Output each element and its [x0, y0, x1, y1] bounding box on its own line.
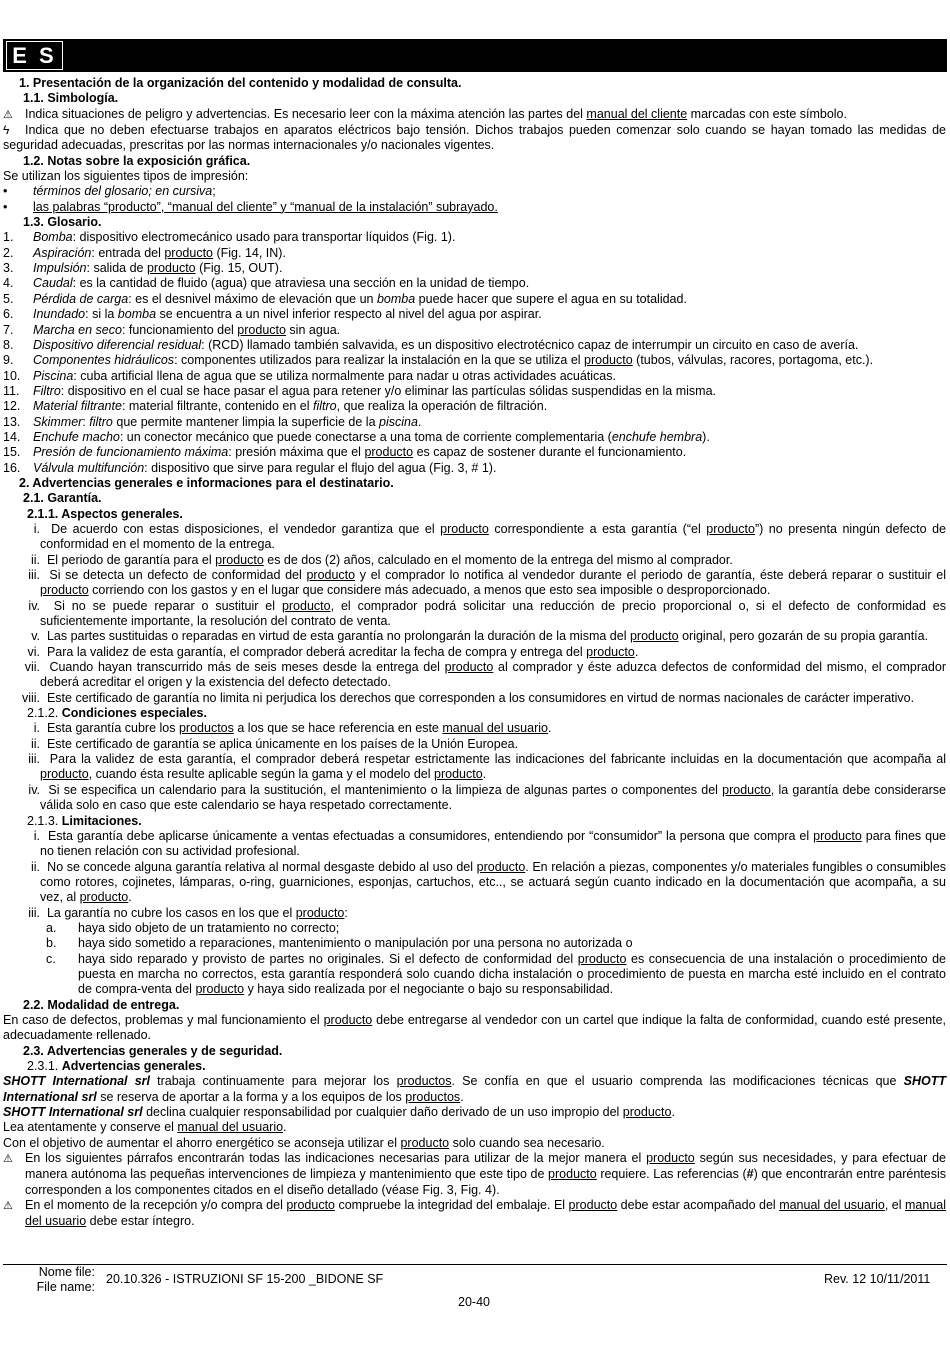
- footer-revision: Rev. 12 10/11/2011: [824, 1272, 931, 1286]
- item-text: Cuando hayan transcurrido más de seis meses desde la entrega del: [49, 660, 445, 675]
- footer-divider: [3, 1264, 947, 1265]
- item-number: viii.: [21, 690, 40, 705]
- section-heading-2-3-1: 2.3.1. Advertencias generales.: [27, 1059, 206, 1073]
- glossary-text: : es la cantidad de fluido (agua) que atraviesa una sección en la unidad de tiempo.: [72, 276, 530, 291]
- aspectos-item: [3, 645, 946, 660]
- glossary-product: producto: [584, 353, 633, 368]
- glossary-text: (tubos, válvulas, racores, portagoma, etc.).: [632, 353, 874, 368]
- item-text: a los que se hace referencia en este: [233, 721, 443, 736]
- glossary-number: 13.: [3, 414, 21, 429]
- item-text: , cuando ésta resulte aplicable según la gama y el modelo del: [88, 767, 435, 782]
- paragraph-read-manual: Lea atentamente y conserve el manual del usuario.: [3, 1120, 287, 1135]
- section-heading-1-2: 1.2. Notas sobre la exposición gráfica.: [23, 153, 251, 168]
- glossary-term-ref: bomba: [117, 307, 157, 322]
- paragraph-energy-saving: Con el objetivo de aumentar el ahorro energético se aconseja utilizar el producto solo cuando sea necesario.: [3, 1135, 605, 1150]
- section-heading-2-1-3: 2.1.3. Limitaciones.: [27, 813, 142, 828]
- item-text: corriendo con los gastos y en el lugar que considere más adecuado, a menos que esto sea imposible o desproporcionado.: [88, 583, 771, 598]
- glossary-term: Aspiración: [33, 245, 92, 260]
- bullet-icon: •: [3, 184, 8, 199]
- glossary-number: 11.: [3, 383, 20, 398]
- section-heading-1-1: 1.1. Simbología.: [23, 91, 119, 106]
- item-text: haya sido sometido a reparaciones, mantenimiento o manipulación por una persona no autorizada o: [78, 936, 633, 951]
- aspectos-list: [3, 522, 946, 706]
- aspectos-item: [3, 660, 946, 691]
- item-text: Esta garantía cubre los: [46, 721, 179, 736]
- glossary-text: : es el desnivel máximo de elevación que un: [128, 291, 377, 306]
- glossary-term: Filtro: [33, 383, 61, 398]
- warning-note-2: ⚠ En los siguientes párrafos encontrarán todas las indicaciones necesarias para utilizar de la mejor manera el producto según sus necesidades, y para efectuar de manera autónoma las pequeñas intervenciones de limpieza y mantenimiento que este tipo de producto requiere. Las referencias (#) que encontrarán entre paréntesis corresponden a los componentes citados en el diseño detallado (véase Fig. 3, Fig. 4).: [3, 1151, 946, 1197]
- product-ref: producto: [40, 583, 89, 598]
- product-ref: manual del usuario: [442, 721, 548, 736]
- item-text: haya sido objeto de un tratamiento no correcto;: [78, 920, 340, 935]
- aspectos-item: [3, 522, 946, 553]
- item-text: , la garantía debe considerarse válida solo en caso que este calendario se haya respetado correctamente.: [40, 782, 946, 813]
- item-text: original, pero gozarán de su propia garantía.: [678, 629, 929, 644]
- product-ref: producto: [722, 782, 771, 797]
- glossary-text: : dispositivo en el cual se hace pasar el agua para retener y/o eliminar las partículas sólidas suspendidas en la misma.: [60, 383, 716, 398]
- glossary-number: 14.: [3, 429, 21, 444]
- product-ref: producto: [295, 905, 345, 920]
- glossary-item: [3, 384, 946, 399]
- item-number: v.: [31, 629, 40, 644]
- bullet-item: • términos del glosario; en cursiva;: [3, 184, 216, 199]
- item-text: y el comprador lo notifica al vendedor durante el periodo de garantía, éste deberá reparar o sustituir el: [355, 568, 946, 582]
- footer-file-label: Nome file: File name:: [36, 1265, 95, 1294]
- glossary-text: .: [417, 414, 422, 429]
- glossary-product: producto: [364, 445, 414, 460]
- product-ref: producto: [215, 552, 264, 567]
- item-number: iii.: [28, 905, 40, 920]
- section-heading-2-1-1: 2.1.1. Aspectos generales.: [27, 506, 183, 521]
- section-heading-1: 1. Presentación de la organización del contenido y modalidad de consulta.: [19, 76, 462, 90]
- glossary-text: es capaz de sostener durante el funcionamiento.: [413, 445, 687, 460]
- item-number: iii.: [28, 568, 40, 582]
- glossary-term-ref: bomba: [376, 291, 416, 306]
- item-number: vii.: [24, 660, 40, 675]
- aspectos-item: [3, 553, 946, 568]
- item-text: .: [128, 890, 132, 905]
- item-text: Si se especifica un calendario para la sustitución, el mantenimiento o la limpieza de algunas partes o componentes del: [48, 782, 723, 797]
- item-number: iv.: [28, 598, 40, 613]
- glossary-item: [3, 430, 946, 445]
- item-text: Si no se puede reparar o sustituir el: [53, 598, 282, 613]
- condiciones-item: [3, 752, 946, 783]
- language-header-bar: [3, 39, 947, 72]
- language-tag: E S: [6, 41, 63, 70]
- subitem-letter: a.: [46, 920, 57, 935]
- glossary-text: que permite mantener limpia la superficie de la: [112, 414, 379, 429]
- glossary-number: 3.: [3, 261, 14, 276]
- glossary-number: 1.: [3, 230, 14, 245]
- glossary-text: : funcionamiento del: [121, 322, 238, 337]
- product-ref: producto: [79, 890, 129, 905]
- lightning-bolt-icon: ϟ: [3, 123, 10, 138]
- glossary-item: [3, 292, 946, 307]
- item-text: Si se detecta un defecto de conformidad del: [49, 568, 307, 582]
- item-text: El periodo de garantía para el: [46, 552, 216, 567]
- glossary-product: producto: [237, 322, 286, 337]
- product-ref: producto: [440, 521, 489, 536]
- glossary-list: [3, 230, 946, 476]
- glossary-item: [3, 276, 946, 291]
- section-heading-2: 2. Advertencias generales e informaciones para el destinatario.: [19, 475, 394, 490]
- condiciones-list: [3, 721, 946, 813]
- glossary-term: Caudal: [33, 276, 73, 291]
- product-ref: producto: [444, 660, 494, 675]
- glossary-number: 6.: [3, 307, 14, 322]
- item-text: para fines que no tienen relación con su actividad profesional.: [40, 828, 947, 859]
- item-text: No se concede alguna garantía relativa al normal desgaste debido al uso del: [47, 859, 477, 874]
- limitaciones-item: [3, 906, 946, 921]
- item-number: i.: [33, 721, 40, 736]
- item-text: Este certificado de garantía se aplica únicamente en los países de la Unión Europea.: [46, 736, 519, 751]
- product-ref: producto: [629, 629, 679, 644]
- glossary-text: (Fig. 14, IN).: [213, 245, 286, 260]
- section-heading-2-1-2: 2.1.2. Condiciones especiales.: [27, 706, 207, 721]
- glossary-text: : material filtrante, contenido en el: [121, 399, 314, 414]
- glossary-item: [3, 353, 946, 368]
- bullet-item: • las palabras “producto”, “manual del cliente” y “manual de la instalación” subrayado.: [3, 199, 498, 214]
- glossary-text: ).: [702, 429, 710, 444]
- product-ref: productos: [178, 721, 234, 736]
- paragraph-print-types: Se utilizan los siguientes tipos de impresión:: [3, 169, 249, 184]
- glossary-term: Presión de funcionamiento máxima: [33, 445, 229, 460]
- glossary-number: 12.: [3, 399, 21, 414]
- warning-note-1: ⚠ Indica situaciones de peligro y advertencias. Es necesario leer con la máxima atención las partes del manual del cliente marcadas con este símbolo.: [3, 107, 946, 123]
- glossary-number: 9.: [3, 353, 14, 368]
- glossary-number: 16.: [3, 460, 21, 475]
- product-ref: producto: [40, 767, 89, 782]
- limitaciones-sublist: [3, 921, 946, 998]
- product-ref: producto: [577, 951, 627, 966]
- item-text: correspondiente a esta garantía (“el: [488, 521, 707, 536]
- glossary-text: : componentes utilizados para realizar la instalación en la que se utiliza el: [174, 353, 585, 368]
- paragraph-company-improvements: SHOTT International srl trabaja continuamente para mejorar los productos. Se confía en que el usuario comprenda las modificaciones técnicas que SHOTT International srl se reserva de aportar a la forma y a los equipos de los productos.: [3, 1074, 946, 1104]
- section-heading-2-1: 2.1. Garantía.: [23, 491, 102, 506]
- item-text: , el comprador podrá solicitar una reducción de precio proporcional o, si el defecto de conformidad es suficientemente importante, la resolución del contrato de venta.: [40, 598, 946, 629]
- bullet-icon: •: [3, 199, 8, 214]
- aspectos-item: [3, 599, 946, 630]
- glossary-number: 2.: [3, 245, 14, 260]
- glossary-number: 4.: [3, 276, 14, 291]
- limitaciones-subitem: [3, 952, 946, 998]
- section-heading-1-3: 1.3. Glosario.: [23, 215, 102, 230]
- warning-triangle-icon: ⚠: [3, 108, 13, 121]
- item-text: haya sido reparado y provisto de partes no originales. Si el defecto de conformidad del: [78, 951, 578, 966]
- glossary-number: 7.: [3, 322, 14, 337]
- item-text: Las partes sustituidas o reparadas en virtud de esta garantía no prolongarán la duración de la misma del: [46, 629, 630, 644]
- glossary-number: 15.: [3, 445, 21, 460]
- glossary-text: :: [82, 414, 90, 429]
- subitem-letter: b.: [46, 936, 57, 951]
- glossary-text: , que realiza la operación de filtración.: [336, 399, 548, 414]
- glossary-item: [3, 246, 946, 261]
- glossary-item: [3, 369, 946, 384]
- glossary-item: [3, 338, 946, 353]
- limitaciones-item: [3, 829, 946, 860]
- glossary-number: 8.: [3, 337, 14, 352]
- condiciones-item: [3, 721, 946, 736]
- item-number: ii.: [30, 552, 40, 567]
- section-heading-2-2: 2.2. Modalidad de entrega.: [23, 997, 180, 1012]
- glossary-term: Skimmer: [33, 414, 83, 429]
- product-ref: producto: [434, 767, 483, 782]
- item-text: .: [547, 721, 552, 736]
- glossary-product: producto: [164, 245, 213, 260]
- item-text: Para la validez de esta garantía, el comprador deberá acreditar la fecha de compra y entrega del: [46, 644, 587, 659]
- condiciones-item: [3, 737, 946, 752]
- product-ref: producto: [306, 568, 356, 582]
- item-text: . En relación a piezas, componentes y/o materiales fungibles o consumibles como rotores, cojinetes, lámparas, o-ring, guarniciones, esponjas, cartuchos, etc.., se actuará según cuanto indicado en la documentación que acompaña, a su vez, al: [40, 859, 947, 905]
- paragraph-delivery: En caso de defectos, problemas y mal funcionamiento el producto debe entregarse al vendedor con un cartel que indique la falta de conformidad, cuando esté presente, adecuadamente rellenado.: [3, 1012, 946, 1043]
- item-number: ii.: [30, 859, 40, 874]
- glossary-text: : presión máxima que el: [228, 445, 365, 460]
- item-text: De acuerdo con estas disposiciones, el vendedor garantiza que el: [51, 521, 441, 536]
- glossary-term-ref: filtro: [313, 399, 337, 414]
- page-number: 20-40: [458, 1295, 490, 1309]
- product-ref: producto: [813, 828, 862, 843]
- glossary-term: Bomba: [33, 230, 73, 245]
- condiciones-item: [3, 783, 946, 814]
- glossary-term-ref: enchufe hembra: [611, 429, 703, 444]
- glossary-text: sin agua.: [285, 322, 341, 337]
- glossary-text: puede hacer que supere el agua en su totalidad.: [415, 291, 687, 306]
- product-ref: producto: [706, 521, 755, 536]
- warning-triangle-icon: ⚠: [3, 1200, 13, 1213]
- aspectos-item: [3, 691, 946, 706]
- glossary-term: Material filtrante: [33, 399, 122, 414]
- glossary-item: [3, 415, 946, 430]
- glossary-term: Marcha en seco: [33, 322, 122, 337]
- glossary-text: : dispositivo que sirve para regular el flujo del agua (Fig. 3, # 1).: [144, 460, 497, 475]
- glossary-term-ref: piscina: [379, 414, 418, 429]
- product-ref: producto: [586, 644, 635, 659]
- document-body: [3, 76, 946, 1230]
- glossary-term: Impulsión: [33, 261, 87, 276]
- warning-note-3: ⚠ En el momento de la recepción y/o compra del producto compruebe la integridad del embalaje. El producto debe estar acompañado del manual del usuario, el manual del usuario debe estar íntegro.: [3, 1198, 947, 1229]
- subitem-letter: c.: [46, 951, 56, 966]
- item-number: i.: [33, 521, 40, 536]
- glossary-number: 5.: [3, 291, 14, 306]
- item-text: Esta garantía debe aplicarse únicamente a ventas efectuadas a consumidores, entendiendo por “consumidor” la persona que compra el: [47, 828, 814, 843]
- warning-triangle-icon: ⚠: [3, 1153, 13, 1166]
- glossary-item: [3, 230, 946, 245]
- item-text: La garantía no cubre los casos en los que el: [46, 905, 296, 920]
- glossary-term: Enchufe macho: [33, 429, 120, 444]
- glossary-text: : cuba artificial llena de agua que se utiliza normalmente para nadar u otras actividades acuáticas.: [73, 368, 616, 383]
- glossary-item: [3, 399, 946, 414]
- glossary-text: : entrada del: [91, 245, 165, 260]
- aspectos-item: [3, 629, 946, 644]
- item-number: iv.: [28, 782, 40, 797]
- glossary-term: Pérdida de carga: [33, 291, 129, 306]
- paragraph-company-liability: SHOTT International srl declina cualquier responsabilidad por cualquier daño derivado de un uso impropio del producto.: [3, 1105, 675, 1120]
- item-text: es consecuencia de una instalación o procedimiento de puesta en marcha no correctos, esta garantía responderá solo cuando dicha instalación o procedimiento de puesta en marcha esté incluido en el contrato de compra-venta del: [78, 951, 946, 997]
- glossary-term-ref: filtro: [89, 414, 113, 429]
- item-number: i.: [33, 828, 40, 843]
- voltage-note: ϟ Indica que no deben efectuarse trabajos en aparatos eléctricos bajo tensión. Dichos trabajos pueden comenzar solo cuando se hayan tomado las medidas de seguridad adecuadas, prescritas por las normas internacionales y/o nacionales vigentes.: [3, 123, 946, 153]
- glossary-text: se encuentra a un nivel inferior respecto al nivel del agua por aspirar.: [156, 307, 542, 322]
- limitaciones-subitem: [3, 921, 946, 936]
- glossary-item: [3, 307, 946, 322]
- product-ref: producto: [476, 859, 526, 874]
- glossary-term: Componentes hidráulicos: [33, 353, 175, 368]
- section-heading-2-3: 2.3. Advertencias generales y de seguridad.: [23, 1043, 283, 1058]
- glossary-item: [3, 323, 946, 338]
- item-text: Para la validez de esta garantía, el comprador deberá respetar estrictamente las indicaciones del fabricante incluidas en la documentación que acompaña al: [49, 752, 946, 767]
- item-text: es de dos (2) años, calculado en el momento de la entrega del mismo al comprador.: [263, 552, 733, 567]
- glossary-item: [3, 261, 946, 276]
- glossary-product: producto: [146, 261, 196, 276]
- limitaciones-list: [3, 829, 946, 921]
- glossary-text: : salida de: [86, 261, 147, 276]
- glossary-term: Dispositivo diferencial residual: [33, 337, 202, 352]
- glossary-number: 10.: [3, 368, 21, 383]
- glossary-item: [3, 461, 946, 476]
- glossary-item: [3, 445, 946, 460]
- footer-file-name: 20.10.326 - ISTRUZIONI SF 15-200 _BIDONE SF: [106, 1272, 384, 1286]
- glossary-text: : dispositivo electromecánico usado para transportar líquidos (Fig. 1).: [72, 230, 456, 245]
- limitaciones-subitem: [3, 936, 946, 951]
- glossary-term: Inundado: [33, 307, 86, 322]
- glossary-text: : (RCD) llamado también salvavida, es un dispositivo electrotécnico capaz de interrumpir un circuito en caso de avería.: [201, 337, 859, 352]
- item-text: y haya sido realizada por el negociante o bajo su responsabilidad.: [244, 982, 614, 997]
- glossary-text: (Fig. 15, OUT).: [195, 261, 283, 276]
- aspectos-item: [3, 568, 946, 599]
- item-number: iii.: [28, 752, 40, 767]
- glossary-text: : un conector mecánico que puede conectarse a una toma de corriente complementaria (: [119, 429, 612, 444]
- item-number: ii.: [30, 736, 40, 751]
- item-number: vi.: [27, 644, 40, 659]
- limitaciones-item: [3, 860, 946, 906]
- item-text: :: [344, 905, 348, 920]
- item-text: ”) no presenta ningún defecto de conformidad en el momento de la entrega.: [40, 521, 947, 552]
- glossary-term: Válvula multifunción: [33, 460, 145, 475]
- item-text: .: [482, 767, 487, 782]
- item-text: al comprador y éste aduzca defectos de conformidad del mismo, el comprador deberá acreditar el origen y la existencia del defecto detectado.: [40, 660, 946, 690]
- item-text: Este certificado de garantía no limita ni perjudica los derechos que corresponden a los consumidores en virtud de normas nacionales de carácter imperativo.: [46, 690, 915, 705]
- product-ref: producto: [281, 598, 331, 613]
- glossary-text: : si la: [85, 307, 118, 322]
- glossary-term: Piscina: [33, 368, 74, 383]
- product-ref: producto: [195, 982, 245, 997]
- item-text: .: [634, 644, 639, 659]
